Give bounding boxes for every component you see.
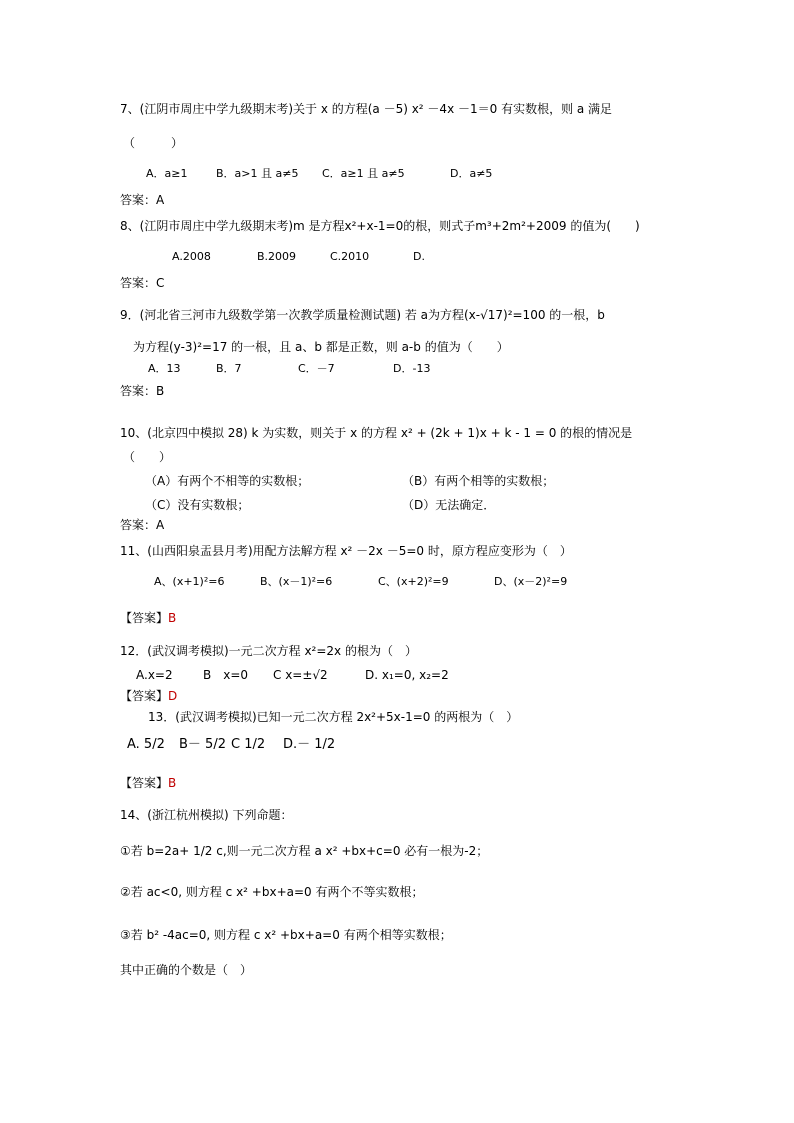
q9-answer: 答案：B [120, 384, 165, 398]
q13-answer-value: B [168, 776, 177, 790]
q7-option-b: B．a>1 且 a≠5 [216, 167, 299, 180]
q7-answer: 答案：A [120, 193, 165, 207]
q13-answer-label: 【答案】 [120, 776, 169, 790]
q7-line2: （ ） [123, 136, 184, 150]
q8-option-c: C.2010 [330, 250, 370, 263]
q9-line2: 为方程(y-3)²=17 的一根，且 a、b 都是正数，则 a-b 的值为（ ） [133, 340, 509, 354]
q14-line-last: 其中正确的个数是（ ） [120, 963, 253, 977]
q7-option-c: C．a≥1 且 a≠5 [322, 167, 405, 180]
q14-item3: ③若 b² -4ac=0, 则方程 c x² +bx+a=0 有两个相等实数根； [120, 928, 452, 942]
q7-line1: 7、(江阴市周庄中学九级期末考)关于 x 的方程(a －5) x² －4x －1＝0 有实数根，则 a 满足 [120, 102, 613, 116]
q12-option-c: C x=±√2 [273, 668, 328, 682]
q11-option-a: A、(x+1)²=6 [154, 575, 225, 588]
q12-answer-value: D [168, 689, 178, 703]
q9-option-c: C．－7 [298, 362, 335, 375]
q10-option-c: （C）没有实数根； [145, 498, 250, 512]
q7-options [146, 166, 492, 182]
q10-answer: 答案：A [120, 518, 165, 532]
q9-options [148, 361, 430, 377]
q8-option-a: A.2008 [172, 250, 211, 263]
q13-option-d: D.－ 1/2 [283, 737, 336, 752]
q10-option-a: （A）有两个不相等的实数根； [145, 474, 310, 488]
q12-option-d: D. x₁=0, x₂=2 [365, 668, 449, 682]
q10-option-b: （B）有两个相等的实数根； [402, 474, 555, 488]
q9-line1: 9．(河北省三河市九级数学第一次教学质量检测试题) 若 a为方程(x-√17)²=100 的一根，b [120, 308, 605, 322]
q13-option-a: A. 5/2 [127, 737, 165, 752]
q11-option-d: D、(x－2)²=9 [494, 575, 568, 588]
q12-option-a: A.x=2 [136, 668, 173, 682]
q13-line1: 13．(武汉调考模拟)已知一元二次方程 2x²+5x-1=0 的两根为（ ） [148, 710, 519, 724]
q9-option-d: D．-13 [393, 362, 431, 375]
q8-option-d: D. [413, 250, 425, 263]
q11-options [154, 574, 567, 590]
q10-line1: 10、(北京四中模拟 28) k 为实数，则关于 x 的方程 x² + (2k + 1)x + k - 1 = 0 的根的情况是 [120, 426, 633, 440]
q8-options [172, 249, 425, 265]
q14-line1: 14、(浙江杭州模拟) 下列命题： [120, 808, 293, 822]
q11-answer [120, 610, 176, 626]
q12-answer-label: 【答案】 [120, 689, 169, 703]
q7-option-d: D．a≠5 [450, 167, 493, 180]
q11-answer-label: 【答案】 [120, 611, 169, 625]
q13-answer [120, 775, 176, 791]
q12-answer [120, 688, 177, 704]
q11-answer-value: B [168, 611, 177, 625]
q9-option-b: B．7 [216, 362, 242, 375]
q13-options [127, 737, 335, 753]
q8-option-b: B.2009 [257, 250, 297, 263]
q14-item2: ②若 ac<0, 则方程 c x² +bx+a=0 有两个不等实数根； [120, 885, 424, 899]
q11-option-b: B、(x－1)²=6 [260, 575, 333, 588]
q12-option-b: B x=0 [203, 668, 249, 682]
q10-line2: （ ） [123, 450, 172, 464]
q7-option-a: A．a≥1 [146, 167, 188, 180]
q8-answer: 答案：C [120, 276, 165, 290]
q12-options [136, 667, 449, 683]
q11-option-c: C、(x+2)²=9 [378, 575, 449, 588]
q8-line1: 8、(江阴市周庄中学九级期末考)m 是方程x²+x-1=0的根，则式子m³+2m²+2009 的值为( ) [120, 219, 640, 233]
q12-line1: 12．(武汉调考模拟)一元二次方程 x²=2x 的根为（ ） [120, 644, 417, 658]
q9-option-a: A．13 [148, 362, 181, 375]
q10-option-d: （D）无法确定． [402, 498, 496, 512]
q14-item1: ①若 b=2a+ 1/2 c,则一元二次方程 a x² +bx+c=0 必有一根为-2； [120, 844, 489, 858]
q11-line1: 11、(山西阳泉盂县月考)用配方法解方程 x² －2x －5=0 时，原方程应变形为（ ） [120, 544, 572, 558]
q13-option-b: B－ 5/2 [179, 737, 226, 752]
q13-option-c: C 1/2 [231, 737, 266, 752]
